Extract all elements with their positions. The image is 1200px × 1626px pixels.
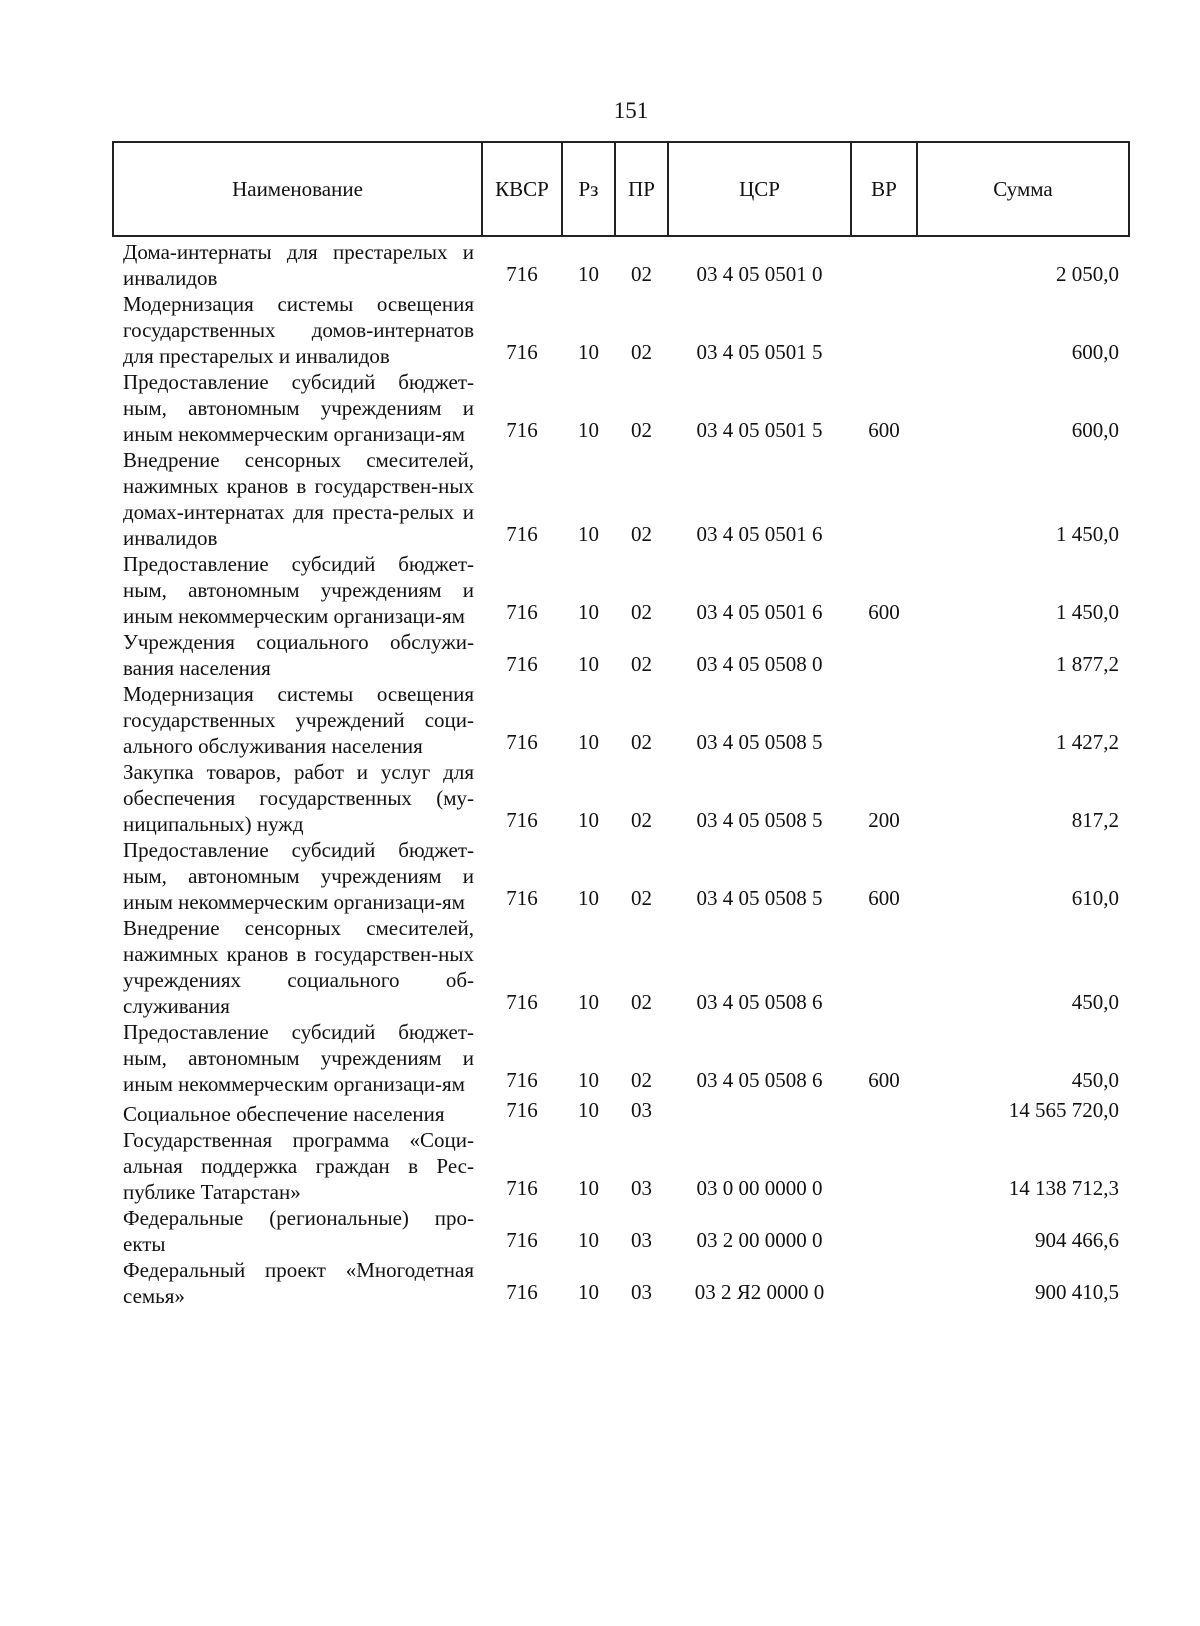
- cell-rz: 10: [578, 418, 599, 442]
- cell-name: Предоставление субсидий бюджет-ным, автономным учреждениям и иным некоммерческим организаци-ям: [123, 838, 474, 914]
- header-row: [113, 142, 1129, 236]
- cell-vr: [851, 291, 917, 369]
- cell-pr: 02: [631, 1068, 652, 1092]
- cell-name: Социальное обеспечение населения: [123, 1102, 445, 1126]
- cell-csr: 03 0 00 0000 0: [696, 1176, 823, 1200]
- table-row: [113, 681, 1129, 759]
- cell-pr: 02: [631, 886, 652, 910]
- cell-pr: 02: [631, 652, 652, 676]
- table-row: [113, 629, 1129, 681]
- table-row: [113, 291, 1129, 369]
- cell-pr: 03: [631, 1280, 652, 1304]
- cell-rz: 10: [578, 600, 599, 624]
- cell-sum: 1 427,2: [1056, 730, 1119, 754]
- cell-name: Внедрение сенсорных смесителей, нажимных кранов в государствен-ных учреждениях социального об-служивания: [123, 916, 474, 1018]
- cell-csr: 03 4 05 0508 0: [696, 652, 823, 676]
- cell-rz: 10: [578, 1228, 599, 1252]
- cell-pr: 02: [631, 340, 652, 364]
- cell-pr: 02: [631, 262, 652, 286]
- cell-sum: 610,0: [1071, 886, 1119, 910]
- cell-vr: [851, 447, 917, 551]
- cell-csr: 03 4 05 0508 6: [696, 1068, 823, 1092]
- cell-kvsr: 716: [506, 1176, 538, 1200]
- cell-rz: 10: [578, 990, 599, 1014]
- cell-rz: 10: [578, 1068, 599, 1092]
- cell-kvsr: 716: [506, 262, 538, 286]
- cell-csr: [668, 1097, 851, 1127]
- cell-vr: 600: [868, 600, 900, 624]
- header-vr: ВР: [851, 142, 917, 236]
- cell-name: Предоставление субсидий бюджет-ным, автономным учреждениям и иным некоммерческим организаци-ям: [123, 370, 474, 446]
- cell-name: Модернизация системы освещения государственных домов-интернатов для престарелых и инвалидов: [123, 292, 474, 368]
- cell-csr: 03 4 05 0508 5: [696, 808, 823, 832]
- cell-pr: 03: [631, 1176, 652, 1200]
- cell-kvsr: 716: [506, 886, 538, 910]
- cell-name: Учреждения социального обслужи-вания населения: [123, 630, 474, 680]
- cell-kvsr: 716: [506, 340, 538, 364]
- cell-kvsr: 716: [506, 652, 538, 676]
- cell-vr: 600: [868, 418, 900, 442]
- cell-pr: 02: [631, 808, 652, 832]
- table-row: [113, 1127, 1129, 1205]
- cell-pr: 03: [631, 1228, 652, 1252]
- cell-pr: 02: [631, 600, 652, 624]
- cell-csr: 03 2 Я2 0000 0: [694, 1280, 825, 1304]
- table-row: [113, 1205, 1129, 1257]
- cell-vr: [851, 915, 917, 1019]
- header-name: Наименование: [113, 142, 482, 236]
- cell-name: Дома-интернаты для престарелых и инвалидов: [123, 240, 474, 290]
- cell-sum: 600,0: [1071, 418, 1119, 442]
- cell-sum: 900 410,5: [1035, 1280, 1119, 1304]
- cell-kvsr: 716: [506, 600, 538, 624]
- cell-vr: [851, 629, 917, 681]
- header-sum: Сумма: [917, 142, 1129, 236]
- cell-vr: [851, 236, 917, 291]
- cell-name: Предоставление субсидий бюджет-ным, автономным учреждениям и иным некоммерческим организаци-ям: [123, 552, 474, 628]
- cell-kvsr: 716: [506, 522, 538, 546]
- page-number: 151: [613, 98, 649, 123]
- cell-name: Федеральный проект «Многодетная семья»: [123, 1258, 474, 1308]
- cell-rz: 10: [578, 522, 599, 546]
- cell-name: Государственная программа «Соци-альная поддержка граждан в Рес-публике Татарстан»: [123, 1128, 474, 1204]
- cell-sum: 817,2: [1071, 808, 1119, 832]
- cell-pr: 02: [631, 522, 652, 546]
- cell-csr: 03 4 05 0508 5: [696, 886, 823, 910]
- cell-pr: 03: [631, 1098, 652, 1122]
- cell-csr: 03 4 05 0501 5: [696, 340, 823, 364]
- cell-sum: 14 565 720,0: [1008, 1098, 1119, 1122]
- cell-name: Закупка товаров, работ и услуг для обеспечения государственных (му-ниципальных) нужд: [123, 760, 474, 836]
- header-kvsr: КВСР: [482, 142, 562, 236]
- header-pr: ПР: [615, 142, 668, 236]
- cell-vr: [851, 1097, 917, 1127]
- cell-pr: 02: [631, 730, 652, 754]
- header-rz: Рз: [562, 142, 615, 236]
- cell-rz: 10: [578, 886, 599, 910]
- cell-csr: 03 2 00 0000 0: [696, 1228, 823, 1252]
- cell-sum: 450,0: [1071, 990, 1119, 1014]
- cell-name: Предоставление субсидий бюджет-ным, автономным учреждениям и иным некоммерческим организаци-ям: [123, 1020, 474, 1096]
- cell-sum: 450,0: [1071, 1068, 1119, 1092]
- cell-vr: [851, 1205, 917, 1257]
- cell-sum: 14 138 712,3: [1008, 1176, 1119, 1200]
- cell-name: Модернизация системы освещения государственных учреждений соци-ального обслуживания населения: [123, 682, 474, 758]
- cell-vr: 600: [868, 1068, 900, 1092]
- budget-table: [112, 141, 1130, 1309]
- cell-name: Федеральные (региональные) про-екты: [123, 1206, 474, 1256]
- cell-sum: 1 450,0: [1056, 522, 1119, 546]
- table-row: [113, 915, 1129, 1019]
- cell-pr: 02: [631, 990, 652, 1014]
- table-row: [113, 1257, 1129, 1309]
- cell-pr: 02: [631, 418, 652, 442]
- cell-rz: 10: [578, 730, 599, 754]
- cell-sum: 600,0: [1071, 340, 1119, 364]
- cell-kvsr: 716: [506, 418, 538, 442]
- cell-kvsr: 716: [506, 808, 538, 832]
- cell-name: Внедрение сенсорных смесителей, нажимных кранов в государствен-ных домах-интернатах для преста-релых и инвалидов: [123, 448, 474, 550]
- cell-csr: 03 4 05 0508 5: [696, 730, 823, 754]
- table-row: [113, 447, 1129, 551]
- cell-rz: 10: [578, 1280, 599, 1304]
- cell-csr: 03 4 05 0501 6: [696, 600, 823, 624]
- cell-rz: 10: [578, 262, 599, 286]
- cell-kvsr: 716: [506, 1068, 538, 1092]
- table-row: [113, 1019, 1129, 1097]
- cell-kvsr: 716: [506, 1098, 538, 1122]
- cell-vr: 600: [868, 886, 900, 910]
- cell-kvsr: 716: [506, 1280, 538, 1304]
- table-row: [113, 369, 1129, 447]
- cell-kvsr: 716: [506, 730, 538, 754]
- cell-rz: 10: [578, 340, 599, 364]
- cell-csr: 03 4 05 0508 6: [696, 990, 823, 1014]
- cell-vr: [851, 1257, 917, 1309]
- cell-csr: 03 4 05 0501 6: [696, 522, 823, 546]
- cell-vr: [851, 681, 917, 759]
- cell-csr: 03 4 05 0501 5: [696, 418, 823, 442]
- cell-rz: 10: [578, 808, 599, 832]
- header-csr: ЦСР: [668, 142, 851, 236]
- cell-sum: 904 466,6: [1035, 1228, 1119, 1252]
- table-row: [113, 759, 1129, 837]
- cell-sum: 1 877,2: [1056, 652, 1119, 676]
- cell-rz: 10: [578, 1176, 599, 1200]
- table-row: [113, 236, 1129, 291]
- cell-kvsr: 716: [506, 990, 538, 1014]
- cell-rz: 10: [578, 1098, 599, 1122]
- cell-kvsr: 716: [506, 1228, 538, 1252]
- cell-vr: [851, 1127, 917, 1205]
- cell-csr: 03 4 05 0501 0: [696, 262, 823, 286]
- table-row: [113, 551, 1129, 629]
- cell-vr: 200: [868, 808, 900, 832]
- cell-sum: 1 450,0: [1056, 600, 1119, 624]
- table-row: [113, 837, 1129, 915]
- cell-rz: 10: [578, 652, 599, 676]
- cell-sum: 2 050,0: [1056, 262, 1119, 286]
- table-row: [113, 1097, 1129, 1127]
